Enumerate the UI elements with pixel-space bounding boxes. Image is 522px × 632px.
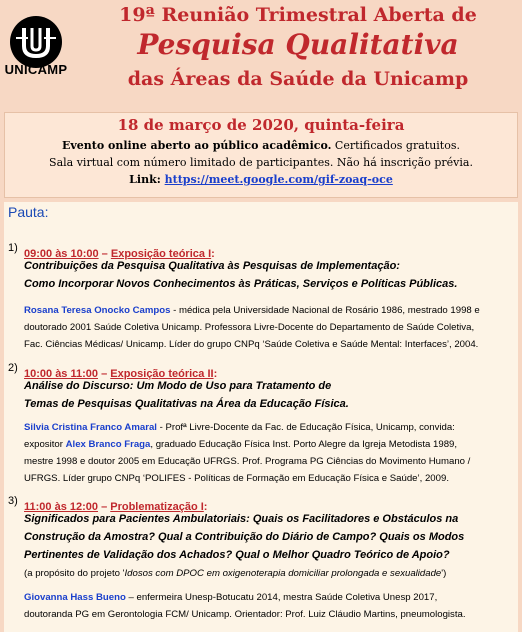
speaker-name: Giovanna Hass Bueno	[24, 592, 126, 603]
speaker-name: Rosana Teresa Onocko Campos	[24, 305, 171, 316]
speaker-name: Silvia Cristina Franco Amaral	[24, 422, 157, 433]
item-heading	[24, 362, 217, 381]
item-topic-line: Análise do Discurso: Um Modo de Uso para Tratamento de	[24, 380, 332, 392]
item-number: 2)	[8, 362, 18, 374]
note-suffix: ')	[441, 568, 447, 579]
speaker-bio: – enfermeira Unesp-Botucatu 2014, mestra Saúde Coletiva Unesp 2017,	[125, 592, 438, 603]
speaker-bio: , graduado Educação Física Inst. Porto Alegre da Igreja Metodista 1989,	[150, 439, 458, 450]
logo-text: UNICAMP	[4, 62, 68, 77]
item-speaker-line	[24, 305, 480, 316]
item-heading	[24, 495, 207, 514]
item-colon: :	[203, 501, 208, 513]
speaker-bio-line: mestre 1998 e doutor 2005 em Educação UFRGS. Prof. Programa PG Ciências do Movimento Humano /	[24, 456, 471, 467]
item-time: 10:00 às 11:00	[24, 368, 99, 380]
item-separator: –	[98, 501, 111, 513]
speaker-bio-line: UFRGS. Líder grupo CNPq ‘POLIFES - Políticas de Formação em Educação Física e Saúde’, 2009.	[24, 473, 449, 484]
event-date: 18 de março de 2020, quinta-feira	[117, 116, 405, 134]
item-topic-line: Temas de Pesquisas Qualitativas na Área da Educação Física.	[24, 398, 349, 410]
event-line-2: Sala virtual com número limitado de participantes. Não há inscrição prévia.	[49, 156, 473, 169]
pauta-title: Pauta:	[8, 204, 49, 220]
event-line-1	[4, 139, 518, 152]
item-topic-line: Pertinentes de Validação dos Achados? Qual o Melhor Quadro Teórico de Apoio?	[24, 549, 450, 561]
note-prefix: (a propósito do projeto '	[24, 568, 125, 579]
speaker-bio: - médica pela Universidade Nacional de Rosário 1986, mestrado 1998 e	[170, 305, 480, 316]
item-speaker-line	[24, 592, 437, 603]
meet-link[interactable]: https://meet.google.com/gif-zoaq-oce	[164, 173, 393, 186]
item-topic-line: Contribuições da Pesquisa Qualitativa às Pesquisas de Implementação:	[24, 260, 400, 272]
item-time: 09:00 às 10:00	[24, 248, 99, 260]
item-kind: Exposição teórica II	[110, 368, 214, 380]
event-online-text: Evento online aberto ao público acadêmico.	[62, 139, 332, 152]
speaker-bio-line: doutorado 2001 Saúde Coletiva Unicamp. Professora Livre-Docente do Departamento de Saúde Coletiva,	[24, 322, 475, 333]
bio-prefix: expositor	[24, 439, 66, 450]
link-label: Link:	[129, 173, 165, 186]
item-number: 1)	[8, 242, 18, 254]
item-colon: :	[211, 248, 215, 260]
speaker-bio: - Profª Livre-Docente da Fac. de Educação Física, Unicamp, convida:	[156, 422, 455, 433]
event-link-line	[4, 173, 518, 186]
item-speaker-line	[24, 422, 455, 433]
item-kind: Exposição teórica I	[110, 248, 212, 260]
item-topic-line: Construção da Amostra? Qual a Contribuição do Diário de Campo? Quais os Modos	[24, 531, 465, 543]
item-kind: Problematização I	[110, 501, 204, 513]
item-separator: –	[98, 248, 111, 260]
title-line-3: das Áreas da Saúde da Unicamp	[127, 68, 469, 90]
item-topic-line: Significados para Pacientes Ambulatoriais: Quais os Facilitadores e Obstáculos na	[24, 513, 459, 525]
title-line-1: 19ª Reunião Trimestral Aberta de	[119, 4, 477, 26]
item-number: 3)	[8, 495, 18, 507]
speaker-bio-line	[24, 439, 457, 450]
title-line-2: Pesquisa Qualitativa	[137, 28, 459, 61]
item-time: 11:00 às 12:00	[24, 501, 99, 513]
event-certificates-text: Certificados gratuitos.	[331, 139, 460, 152]
speaker-name: Alex Branco Fraga	[65, 439, 151, 450]
speaker-bio-line: doutoranda PG em Gerontologia FCM/ Unicamp. Orientador: Prof. Luiz Cláudio Martins, pneumologista.	[24, 609, 466, 620]
item-separator: –	[98, 368, 111, 380]
note-project-title: Idosos com DPOC em oxigenoterapia domiciliar prolongada e sexualidade	[124, 568, 442, 579]
item-topic-line: Como Incorporar Novos Conhecimentos às Práticas, Serviços e Políticas Públicas.	[24, 278, 458, 290]
speaker-bio-line: Fac. Ciências Médicas/ Unicamp. Líder do grupo CNPq ‘Saúde Coletiva e Saúde Mental: Interfaces’, 2004.	[24, 339, 479, 350]
item-heading	[24, 242, 215, 261]
item-colon: :	[213, 368, 218, 380]
project-note	[24, 568, 446, 579]
